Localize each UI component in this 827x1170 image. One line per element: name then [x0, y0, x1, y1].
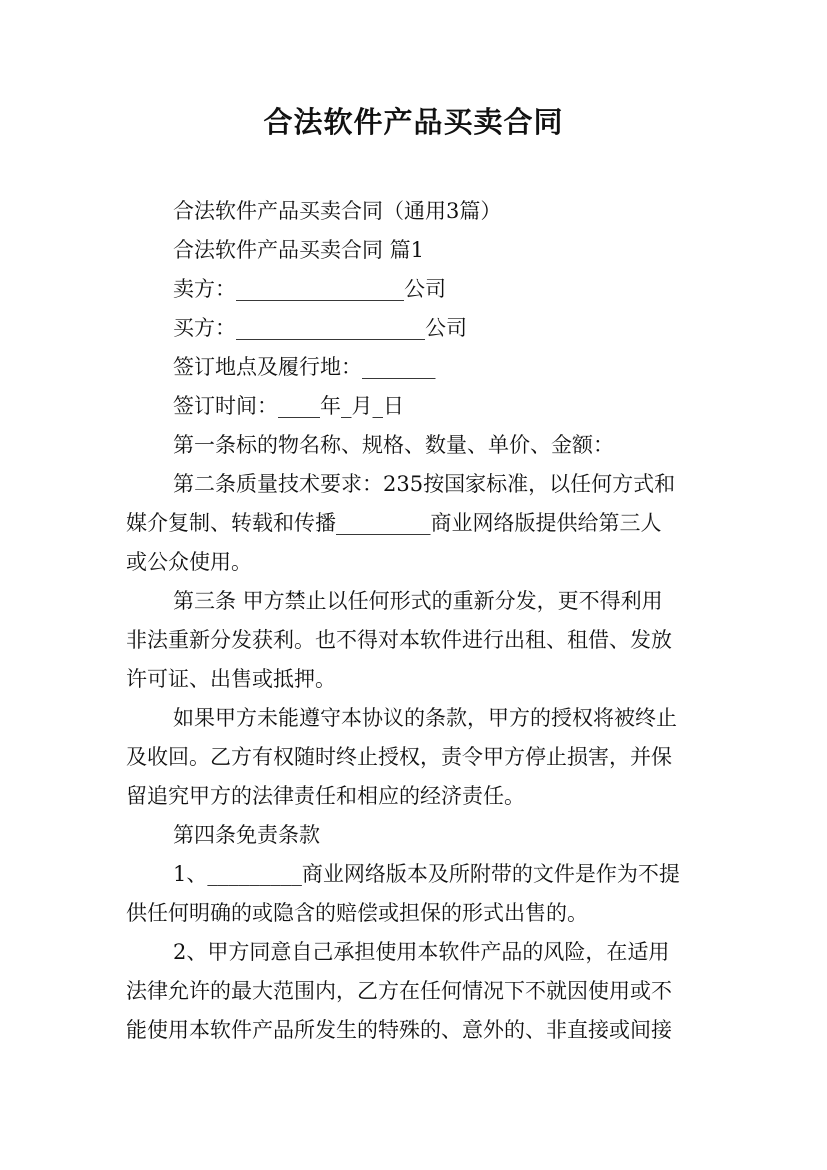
subtitle-line: 合法软件产品买卖合同（通用3篇）: [173, 199, 502, 223]
article-2-line-3: 或公众使用。: [126, 550, 252, 574]
document-title: 合法软件产品买卖合同: [263, 105, 564, 139]
article-2-line-1: 第二条质量技术要求：235按国家标准，以任何方式和: [173, 472, 676, 496]
clause-2-line-1: 2、甲方同意自己承担使用本软件产品的风险，在适用: [173, 940, 670, 964]
article-4-heading: 第四条免责条款: [173, 823, 320, 847]
article-1-line: 第一条标的物名称、规格、数量、单价、金额：: [173, 433, 614, 457]
article-3-line-2: 非法重新分发获利。也不得对本软件进行出租、租借、发放: [126, 628, 672, 652]
article-2-line-2: 媒介复制、转载和传播_________商业网络版提供给第三人: [126, 511, 662, 535]
breach-paragraph-line-2: 及收回。乙方有权随时终止授权，责令甲方停止损害，并保: [126, 745, 672, 769]
clause-1-line-2: 供任何明确的或隐含的赔偿或担保的形式出售的。: [126, 901, 588, 925]
article-3-line-3: 许可证、出售或抵押。: [126, 667, 336, 691]
breach-paragraph-line-3: 留追究甲方的法律责任和相应的经济责任。: [126, 784, 525, 808]
article-3-line-1: 第三条 甲方禁止以任何形式的重新分发，更不得利用: [173, 589, 663, 613]
signing-place-line: 签订地点及履行地：_______: [173, 355, 436, 379]
clause-2-line-2: 法律允许的最大范围内，乙方在任何情况下不就因使用或不: [126, 979, 672, 1003]
clause-2-line-3: 能使用本软件产品所发生的特殊的、意外的、非直接或间接: [126, 1018, 672, 1042]
section-heading: 合法软件产品买卖合同 篇1: [173, 238, 425, 262]
buyer-line: 买方：__________________公司: [173, 316, 467, 340]
seller-line: 卖方：________________公司: [173, 277, 446, 301]
signing-date-line: 签订时间：____年_月_日: [173, 394, 404, 418]
clause-1-line-1: 1、_________商业网络版本及所附带的文件是作为不提: [173, 862, 680, 886]
breach-paragraph-line-1: 如果甲方未能遵守本协议的条款，甲方的授权将被终止: [173, 706, 677, 730]
